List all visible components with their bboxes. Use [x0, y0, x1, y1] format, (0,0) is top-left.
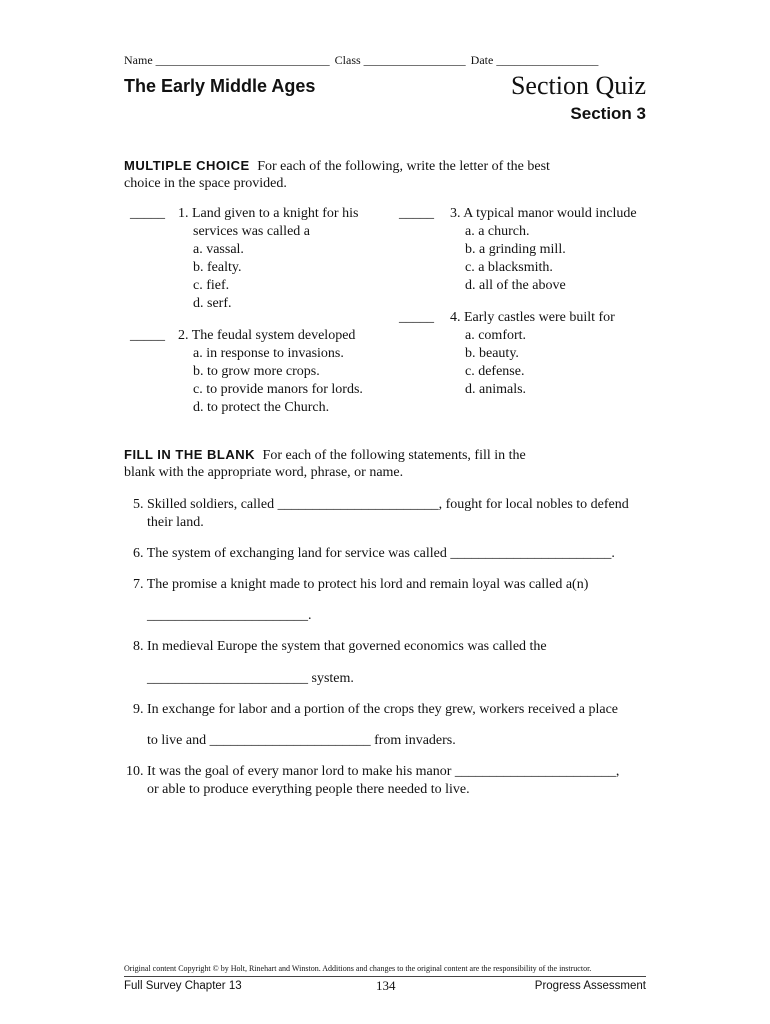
answer-blank-q3[interactable]: _____ [399, 206, 434, 221]
q5-text: 5. Skilled soldiers, called _______________________, fought for local nobles to defend [133, 497, 629, 512]
q1-option-d: d. serf. [193, 296, 232, 311]
q9-text: 9. In exchange for labor and a portion of the crops they grew, workers received a place [133, 702, 618, 717]
fib-instructions [124, 446, 526, 465]
q8-text-2: _______________________ system. [147, 671, 354, 686]
fib-heading: FILL IN THE BLANK [124, 447, 256, 462]
class-blank: _________________ [363, 53, 466, 67]
section-number-label: Section 3 [570, 104, 646, 123]
q10-text: 10. It was the goal of every manor lord to make his manor _______________________, [126, 764, 620, 779]
answer-blank-q4[interactable]: _____ [399, 310, 434, 325]
q5-text-2: their land. [147, 515, 204, 530]
page-title: The Early Middle Ages [124, 76, 316, 96]
q4-option-a: a. comfort. [465, 328, 527, 343]
q1-option-a: a. vassal. [193, 242, 244, 257]
q4-stem: 4. Early castles were built for [450, 310, 615, 325]
footer-chapter: Full Survey Chapter 13 [124, 980, 242, 992]
name-blank: _____________________________ [155, 53, 330, 67]
copyright-notice: Original content Copyright © by Holt, Rinehart and Winston. Additions and changes to the original content are the responsibility of the instructor. [124, 964, 592, 973]
answer-blank-q1[interactable]: _____ [130, 206, 165, 221]
footer-assessment: Progress Assessment [534, 980, 646, 992]
q3-option-b: b. a grinding mill. [465, 242, 566, 257]
answer-blank-q2[interactable]: _____ [130, 328, 165, 343]
q1-option-c: c. fief. [193, 278, 230, 293]
name-label: Name [124, 53, 153, 67]
q9-text-2: to live and _______________________ from invaders. [147, 733, 456, 748]
footer-divider [124, 976, 646, 977]
q4-option-c: c. defense. [465, 364, 525, 379]
q10-text-2: or able to produce everything people there needed to live. [147, 782, 470, 797]
date-blank: _________________ [496, 53, 599, 67]
fib-instructions-line2: blank with the appropriate word, phrase, or name. [124, 465, 404, 480]
q8-text: 8. In medieval Europe the system that governed economics was called the [133, 639, 547, 654]
q7-text: 7. The promise a knight made to protect his lord and remain loyal was called a(n) [133, 577, 589, 592]
fib-instructions-line1: For each of the following statements, fill in the [262, 448, 526, 463]
mc-heading: MULTIPLE CHOICE [124, 158, 250, 173]
q2-option-d: d. to protect the Church. [193, 400, 330, 415]
q3-option-a: a. a church. [465, 224, 530, 239]
class-label: Class [334, 53, 361, 67]
q3-option-d: d. all of the above [465, 278, 566, 293]
q1-stem: 1. Land given to a knight for his [178, 206, 359, 221]
q4-option-b: b. beauty. [465, 346, 519, 361]
mc-instructions-line2: choice in the space provided. [124, 176, 287, 191]
mc-instructions [124, 157, 550, 176]
name-line [124, 53, 598, 68]
page-number: 134 [376, 978, 396, 993]
q7-blank: _______________________. [147, 608, 312, 623]
section-quiz-label: Section Quiz [510, 71, 646, 100]
q3-option-c: c. a blacksmith. [465, 260, 553, 275]
q2-option-c: c. to provide manors for lords. [193, 382, 363, 397]
date-label: Date [470, 53, 494, 67]
mc-instructions-line1: For each of the following, write the letter of the best [257, 159, 550, 174]
q4-option-d: d. animals. [465, 382, 527, 397]
q2-stem: 2. The feudal system developed [178, 328, 356, 343]
q1-option-b: b. fealty. [193, 260, 242, 275]
q6-text: 6. The system of exchanging land for service was called _______________________. [133, 546, 615, 561]
q2-option-a: a. in response to invasions. [193, 346, 344, 361]
q2-option-b: b. to grow more crops. [193, 364, 320, 379]
q3-stem: 3. A typical manor would include [450, 206, 637, 221]
q1-stem-2: services was called a [193, 224, 310, 239]
